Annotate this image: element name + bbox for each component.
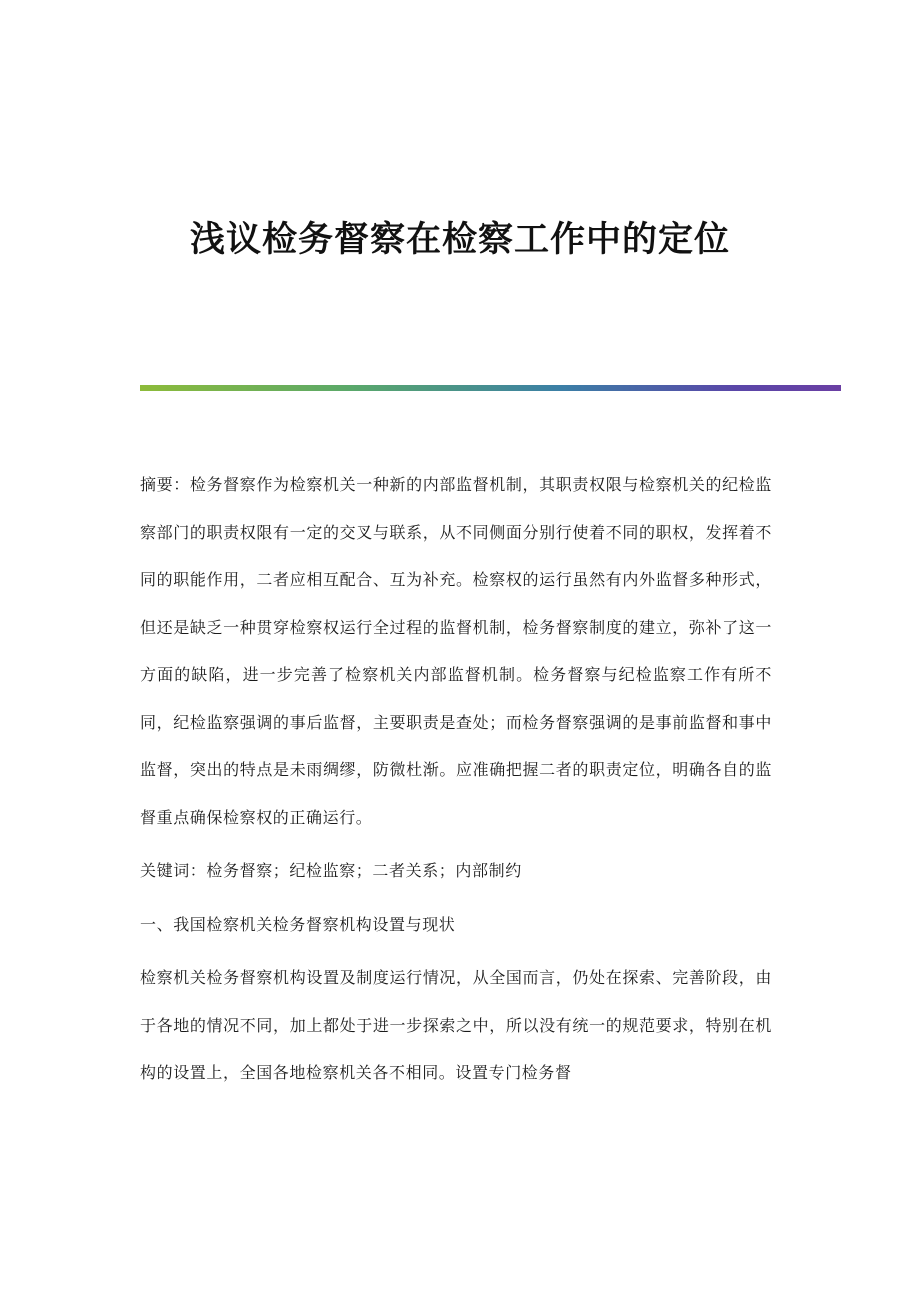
title-divider [140,385,841,391]
keywords-line: 关键词：检务督察；纪检监察；二者关系；内部制约 [140,861,522,880]
document-title: 浅议检务督察在检察工作中的定位 [189,219,730,260]
body-paragraph: 检察机关检务督察机构设置及制度运行情况，从全国而言，仍处在探索、完善阶段，由于各地的情况不同，加上都处于进一步探索之中，所以没有统一的规范要求，特别在机构的设置上，全国各地检察机关各不相同。设置专门检务督 [140,968,772,1082]
abstract-paragraph: 摘要：检务督察作为检察机关一种新的内部监督机制，其职责权限与检察机关的纪检监察部门的职责权限有一定的交叉与联系，从不同侧面分别行使着不同的职权，发挥着不同的职能作用，二者应相互配合、互为补充。检察权的运行虽然有内外监督多种形式，但还是缺乏一种贯穿检察权运行全过程的监督机制，检务督察制度的建立，弥补了这一方面的缺陷，进一步完善了检察机关内部监督机制。检务督察与纪检监察工作有所不同，纪检监察强调的事后监督，主要职责是查处；而检务督察强调的是事前监督和事中监督，突出的特点是未雨绸缪，防微杜渐。应准确把握二者的职责定位，明确各自的监督重点确保检察权的正确运行。 [140,475,772,827]
section-heading: 一、我国检察机关检务督察机构设置与现状 [140,914,456,934]
document-body [140,461,772,1097]
